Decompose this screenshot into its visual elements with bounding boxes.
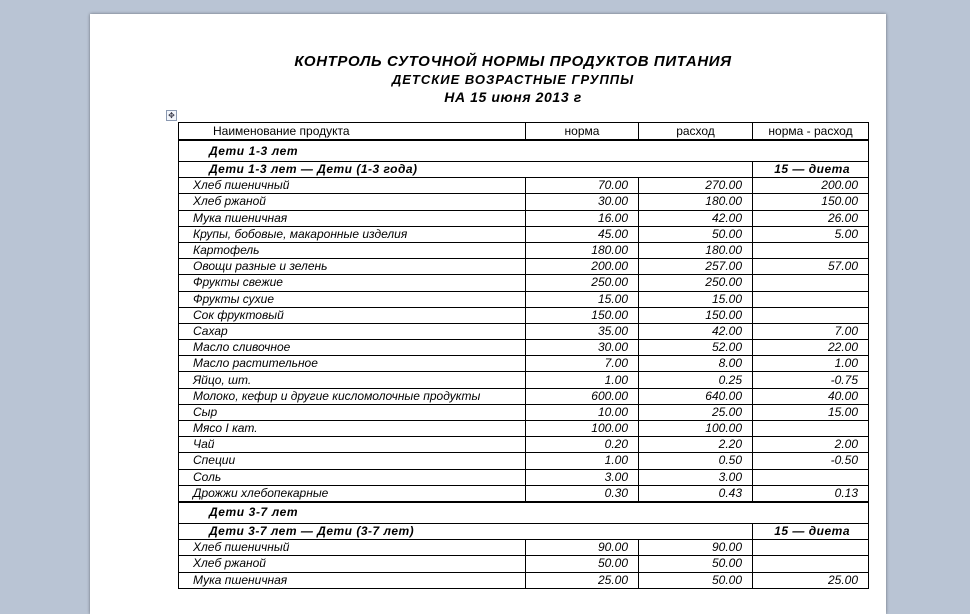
used-value: 50.00 <box>639 556 753 572</box>
used-value: 0.43 <box>639 485 753 502</box>
used-value: 42.00 <box>639 323 753 339</box>
norm-value: 180.00 <box>526 242 639 258</box>
diff-value: 7.00 <box>753 323 869 339</box>
used-value: 0.50 <box>639 453 753 469</box>
table-row <box>179 259 869 275</box>
table-row <box>179 323 869 339</box>
used-value: 150.00 <box>639 307 753 323</box>
table-row <box>179 307 869 323</box>
product-name: Сыр <box>179 404 526 420</box>
table-row <box>179 356 869 372</box>
used-value: 180.00 <box>639 194 753 210</box>
used-value: 100.00 <box>639 421 753 437</box>
product-name: Крупы, бобовые, макаронные изделия <box>179 226 526 242</box>
product-name: Хлеб пшеничный <box>179 178 526 194</box>
product-name: Специи <box>179 453 526 469</box>
diff-value: 15.00 <box>753 404 869 420</box>
norm-value: 100.00 <box>526 421 639 437</box>
used-value: 50.00 <box>639 572 753 588</box>
col-header-norm: норма <box>526 123 639 141</box>
table-row <box>179 572 869 588</box>
used-value: 50.00 <box>639 226 753 242</box>
product-name: Фрукты свежие <box>179 275 526 291</box>
norm-value: 0.30 <box>526 485 639 502</box>
norm-value: 7.00 <box>526 356 639 372</box>
document-page <box>90 14 886 614</box>
table-header-row <box>179 123 869 141</box>
diff-value: 25.00 <box>753 572 869 588</box>
table-row <box>179 388 869 404</box>
diff-value: 57.00 <box>753 259 869 275</box>
norm-value: 15.00 <box>526 291 639 307</box>
norm-value: 70.00 <box>526 178 639 194</box>
used-value: 0.25 <box>639 372 753 388</box>
norm-value: 150.00 <box>526 307 639 323</box>
used-value: 15.00 <box>639 291 753 307</box>
table-row <box>179 453 869 469</box>
subgroup-title: Дети 1-3 лет — Дети (1-3 года) <box>179 162 753 178</box>
table-row <box>179 178 869 194</box>
group-row <box>179 502 869 524</box>
table-row <box>179 194 869 210</box>
product-name: Чай <box>179 437 526 453</box>
document-subtitle: ДЕТСКИЕ ВОЗРАСТНЫЕ ГРУППЫ <box>391 72 635 87</box>
used-value: 270.00 <box>639 178 753 194</box>
table-row <box>179 275 869 291</box>
used-value: 3.00 <box>639 469 753 485</box>
table-row <box>179 372 869 388</box>
used-value: 52.00 <box>639 340 753 356</box>
norm-value: 250.00 <box>526 275 639 291</box>
product-name: Мясо I кат. <box>179 421 526 437</box>
diff-value <box>753 291 869 307</box>
norm-value: 50.00 <box>526 556 639 572</box>
diff-value <box>753 469 869 485</box>
used-value: 180.00 <box>639 242 753 258</box>
product-name: Хлеб ржаной <box>179 556 526 572</box>
diff-value: 2.00 <box>753 437 869 453</box>
table-row <box>179 437 869 453</box>
table-row <box>179 242 869 258</box>
norm-value: 1.00 <box>526 372 639 388</box>
document-title: КОНТРОЛЬ СУТОЧНОЙ НОРМЫ ПРОДУКТОВ ПИТАНИЯ <box>294 53 732 70</box>
diff-value: 22.00 <box>753 340 869 356</box>
product-name: Фрукты сухие <box>179 291 526 307</box>
table-row <box>179 210 869 226</box>
product-name: Дрожжи хлебопекарные <box>179 485 526 502</box>
subgroup-row <box>179 162 869 178</box>
norm-value: 3.00 <box>526 469 639 485</box>
used-value: 2.20 <box>639 437 753 453</box>
norm-value: 600.00 <box>526 388 639 404</box>
table-move-handle-icon[interactable]: ✥ <box>166 110 177 121</box>
norm-value: 10.00 <box>526 404 639 420</box>
used-value: 8.00 <box>639 356 753 372</box>
document-header <box>90 52 936 107</box>
table-row <box>179 226 869 242</box>
product-name: Овощи разные и зелень <box>179 259 526 275</box>
norm-value: 30.00 <box>526 194 639 210</box>
table-row <box>179 469 869 485</box>
used-value: 257.00 <box>639 259 753 275</box>
product-name: Масло сливочное <box>179 340 526 356</box>
group-row <box>179 140 869 162</box>
norm-value: 1.00 <box>526 453 639 469</box>
product-name: Сахар <box>179 323 526 339</box>
used-value: 250.00 <box>639 275 753 291</box>
table-row <box>179 340 869 356</box>
table-row <box>179 421 869 437</box>
norm-value: 30.00 <box>526 340 639 356</box>
norm-value: 35.00 <box>526 323 639 339</box>
norm-value: 200.00 <box>526 259 639 275</box>
diff-value: 26.00 <box>753 210 869 226</box>
subgroup-title: Дети 3-7 лет — Дети (3-7 лет) <box>179 523 753 539</box>
norm-value: 0.20 <box>526 437 639 453</box>
document-date: НА 15 июня 2013 г <box>444 89 582 105</box>
product-name: Соль <box>179 469 526 485</box>
col-header-used: расход <box>639 123 753 141</box>
product-name: Хлеб пшеничный <box>179 540 526 556</box>
product-name: Масло растительное <box>179 356 526 372</box>
norm-value: 25.00 <box>526 572 639 588</box>
diff-value: 200.00 <box>753 178 869 194</box>
used-value: 25.00 <box>639 404 753 420</box>
table-row <box>179 404 869 420</box>
norm-value: 16.00 <box>526 210 639 226</box>
product-name: Яйцо, шт. <box>179 372 526 388</box>
diet-label: 15 — диета <box>753 523 869 539</box>
used-value: 42.00 <box>639 210 753 226</box>
diff-value <box>753 307 869 323</box>
table-row <box>179 291 869 307</box>
product-name: Хлеб ржаной <box>179 194 526 210</box>
norms-table <box>178 122 869 589</box>
col-header-diff: норма - расход <box>753 123 869 141</box>
diff-value: 150.00 <box>753 194 869 210</box>
norm-value: 45.00 <box>526 226 639 242</box>
col-header-name: Наименование продукта <box>179 123 526 141</box>
used-value: 640.00 <box>639 388 753 404</box>
product-name: Молоко, кефир и другие кисломолочные продукты <box>179 388 526 404</box>
used-value: 90.00 <box>639 540 753 556</box>
product-name: Сок фруктовый <box>179 307 526 323</box>
diff-value <box>753 275 869 291</box>
group-title: Дети 3-7 лет <box>179 502 869 524</box>
table-row <box>179 540 869 556</box>
diet-label: 15 — диета <box>753 162 869 178</box>
product-name: Мука пшеничная <box>179 572 526 588</box>
diff-value <box>753 540 869 556</box>
subgroup-row <box>179 523 869 539</box>
norm-value: 90.00 <box>526 540 639 556</box>
table-row <box>179 485 869 502</box>
diff-value: -0.50 <box>753 453 869 469</box>
table-row <box>179 556 869 572</box>
diff-value <box>753 242 869 258</box>
group-title: Дети 1-3 лет <box>179 140 869 162</box>
diff-value: 40.00 <box>753 388 869 404</box>
diff-value: -0.75 <box>753 372 869 388</box>
diff-value: 5.00 <box>753 226 869 242</box>
diff-value <box>753 556 869 572</box>
diff-value: 0.13 <box>753 485 869 502</box>
diff-value <box>753 421 869 437</box>
product-name: Картофель <box>179 242 526 258</box>
product-name: Мука пшеничная <box>179 210 526 226</box>
diff-value: 1.00 <box>753 356 869 372</box>
